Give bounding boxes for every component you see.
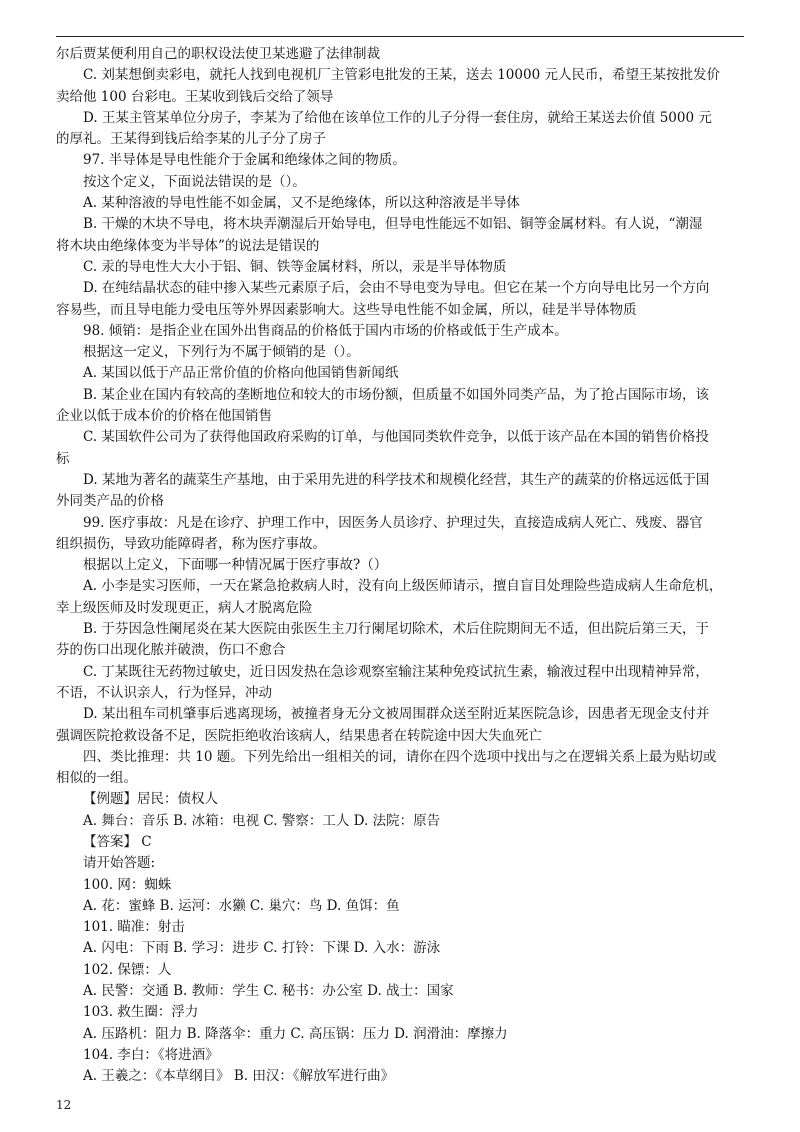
text-line: D. 某地为著名的蔬菜生产基地，由于采用先进的科学技术和规模化经营，其生产的蔬菜的价格远远低于国 bbox=[83, 471, 710, 488]
page-number: 12 bbox=[56, 1098, 72, 1112]
text-line: 【例题】居民：债权人 bbox=[83, 791, 218, 808]
text-line: A. 舞台：音乐 B. 冰箱：电视 C. 警察：工人 D. 法院：原告 bbox=[83, 812, 441, 829]
text-line: 强调医院抢救设备不足，医院拒绝收治该病人，结果患者在转院途中因大失血死亡 bbox=[56, 727, 542, 744]
text-line: 不语，不认识亲人，行为怪异，冲动 bbox=[56, 684, 272, 701]
text-line: 幸上级医师及时发现更正，病人才脱离危险 bbox=[56, 599, 313, 616]
text-line: 标 bbox=[56, 450, 70, 467]
text-line: C. 刘某想倒卖彩电，就托人找到电视机厂主管彩电批发的王某，送去 10000 元人民币，希望王某按批发价 bbox=[83, 67, 720, 84]
text-line: 99. 医疗事故：凡是在诊疗、护理工作中，因医务人员诊疗、护理过失，直接造成病人死亡、残废、器官 bbox=[83, 514, 703, 531]
text-line: A. 王羲之：《本草纲目》 B. 田汉：《解放军进行曲》 bbox=[83, 1068, 395, 1085]
text-line: D. 某出租车司机肇事后逃离现场，被撞者身无分文被周围群众送至附近某医院急诊，因患者无现金支付并 bbox=[83, 706, 710, 723]
text-line: 组织损伤，导致功能障碍者，称为医疗事故。 bbox=[56, 535, 326, 552]
text-line: 按这个定义，下面说法错误的是（）。 bbox=[83, 173, 306, 190]
text-line: B. 干燥的木块不导电，将木块弄潮湿后开始导电，但导电性能远不如铝、铜等金属材料。有人说，“潮湿 bbox=[83, 216, 703, 233]
text-line: 102. 保镖：人 bbox=[83, 961, 172, 978]
document-body bbox=[56, 44, 744, 1088]
text-line: 请开始答题: bbox=[83, 855, 156, 872]
text-line: 100. 网：蜘蛛 bbox=[83, 876, 172, 893]
text-line: D. 在纯结晶状态的硅中掺入某些元素原子后，会由不导电变为导电。但它在某一个方向导电比另一个方向 bbox=[83, 280, 710, 297]
text-line: 的厚礼。王某得到钱后给李某的儿子分了房子 bbox=[56, 131, 326, 148]
text-line: 97. 半导体是导电性能介于金属和绝缘体之间的物质。 bbox=[83, 152, 406, 169]
text-line: 相似的一组。 bbox=[56, 770, 137, 787]
text-line: 卖给他 100 台彩电。王某收到钱后交给了领导 bbox=[56, 88, 334, 105]
text-line: 103. 救生圈：浮力 bbox=[83, 1004, 199, 1021]
text-line: C. 某国软件公司为了获得他国政府采购的订单，与他国同类软件竞争，以低于该产品在本国的销售价格投 bbox=[83, 429, 709, 446]
text-line: C. 丁某既往无药物过敏史，近日因发热在急诊观察室输注某种免疫试抗生素，输液过程中出现精神异常， bbox=[83, 663, 709, 680]
text-line: 企业以低于成本价的价格在他国销售 bbox=[56, 408, 272, 425]
text-line: A. 压路机：阻力 B. 降落伞：重力 C. 高压锅：压力 D. 润滑油：摩擦力 bbox=[83, 1025, 508, 1042]
text-line: A. 花：蜜蜂 B. 运河：水獭 C. 巢穴：鸟 D. 鱼饵：鱼 bbox=[83, 897, 400, 914]
text-line: A. 闪电：下雨 B. 学习：进步 C. 打铃：下课 D. 入水：游泳 bbox=[83, 940, 441, 957]
text-line: 98. 倾销：是指企业在国外出售商品的价格低于国内市场的价格或低于生产成本。 bbox=[83, 322, 568, 339]
text-line: 将木块由绝缘体变为半导体”的说法是错误的 bbox=[56, 237, 320, 254]
text-line: A. 民警：交通 B. 教师：学生 C. 秘书：办公室 D. 战士：国家 bbox=[83, 983, 454, 1000]
text-line: B. 某企业在国内有较高的垄断地位和较大的市场份额，但质量不如国外同类产品，为了抢占国际市场，该 bbox=[83, 386, 710, 403]
text-line: 根据这一定义，下列行为不属于倾销的是（）。 bbox=[83, 344, 360, 361]
text-line: A. 小李是实习医师，一天在紧急抢救病人时，没有向上级医师请示，擅自盲目处理险些造成病人生命危机， bbox=[83, 578, 723, 595]
text-line: A. 某国以低于产品正常价值的价格向他国销售新闻纸 bbox=[83, 365, 399, 382]
text-line: D. 王某主管某单位分房子，李某为了给他在该单位工作的儿子分得一套住房，就给王某送去价值 5000 元 bbox=[83, 109, 712, 126]
header-rule bbox=[56, 36, 744, 37]
text-line: 芬的伤口出现化脓并破溃，伤口不愈合 bbox=[56, 642, 286, 659]
text-line: B. 于芬因急性阑尾炎在某大医院由张医生主刀行阑尾切除术，术后住院期间无不适，但出院后第三天，于 bbox=[83, 621, 710, 638]
text-line: A. 某种溶液的导电性能不如金属，又不是绝缘体，所以这种溶液是半导体 bbox=[83, 195, 520, 212]
text-line: 四、类比推理：共 10 题。下列先给出一组相关的词，请你在四个选项中找出与之在逻辑关系上最为贴切或 bbox=[83, 748, 717, 765]
text-line: 尔后贾某便利用自己的职权设法使卫某逃避了法律制裁 bbox=[56, 46, 380, 62]
text-line: 容易些，而且导电能力受电压等外界因素影响大。这些导电性能不如金属，所以，硅是半导体物质 bbox=[56, 301, 637, 318]
text-line: C. 汞的导电性大大小于铝、铜、铁等金属材料，所以，汞是半导体物质 bbox=[83, 258, 507, 275]
text-line: 【答案】 C bbox=[83, 833, 152, 850]
text-line: 101. 瞄准：射击 bbox=[83, 919, 185, 936]
text-line: 104. 李白：《将进酒》 bbox=[83, 1046, 219, 1063]
text-line: 外同类产品的价格 bbox=[56, 493, 164, 510]
text-line: 根据以上定义，下面哪一种情况属于医疗事故?（） bbox=[83, 557, 388, 574]
